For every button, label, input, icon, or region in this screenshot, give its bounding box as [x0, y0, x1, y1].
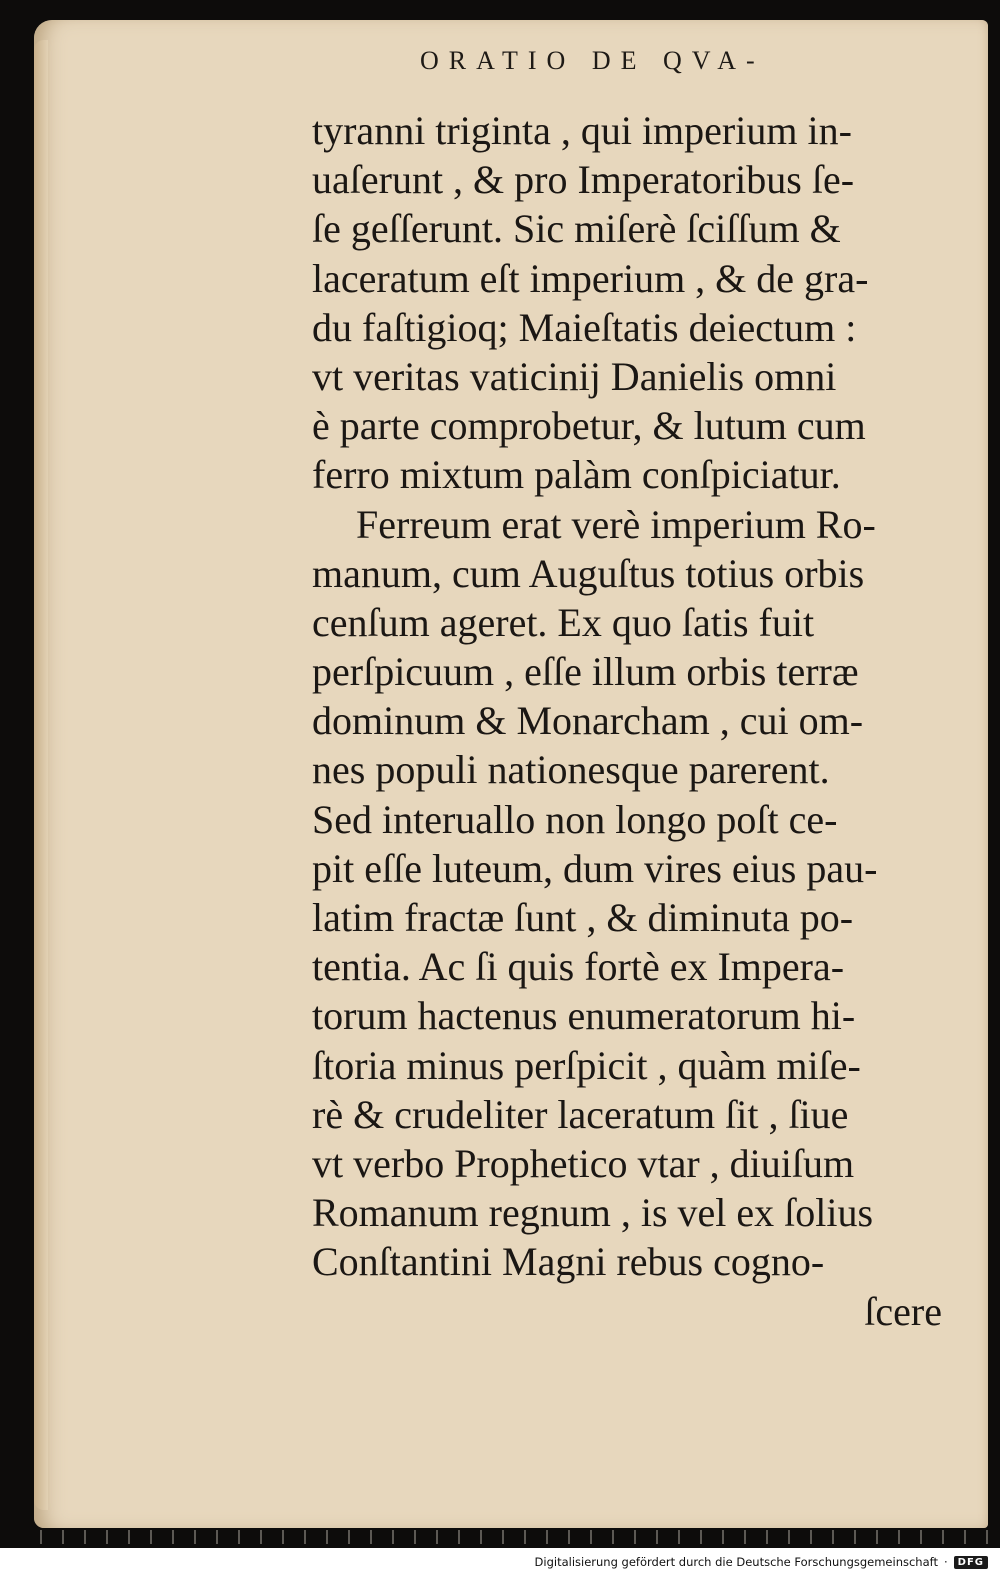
scan-edge-marks — [40, 1530, 990, 1544]
text-line: vt veritas vaticinij Danielis omni — [312, 353, 837, 399]
text-line: ſe geſſerunt. Sic miſerè ſciſſum & — [312, 206, 841, 252]
text-line: perſpicuum , eſſe illum orbis terræ — [312, 649, 859, 695]
text-line: latim fractæ ſunt , & diminuta po- — [312, 895, 854, 940]
text-line: manum, cum Auguſtus totius orbis — [312, 550, 865, 596]
footer-text: Digitalisierung gefördert durch die Deutsche Forschungsgemeinschaft — [534, 1555, 938, 1569]
text-line: è parte comprobetur, & lutum cum — [312, 403, 866, 449]
text-line: cenſum ageret. Ex quo ſatis fuit — [312, 599, 815, 645]
text-line: Sed interuallo non longo poſt ce- — [312, 796, 838, 842]
text-line: ſtoria minus perſpicit , quàm miſe- — [312, 1042, 861, 1088]
text-line: dominum & Monarcham , cui om- — [312, 698, 864, 744]
text-line: laceratum eſt imperium , & de gra- — [312, 255, 869, 301]
text-line: nes populi nationesque parerent. — [312, 747, 830, 793]
digitization-footer: Digitalisierung gefördert durch die Deutsche Forschungsgemeinschaft · DFG — [535, 1551, 988, 1573]
running-head: ORATIO DE QVA- — [420, 46, 765, 75]
text-line: Conſtantini Magni rebus cogno- — [312, 1239, 825, 1285]
dfg-logo-icon: DFG — [954, 1556, 988, 1569]
text-line: torum hactenus enumeratorum hi- — [312, 993, 856, 1039]
text-line: pit eſſe luteum, dum vires eius pau- — [312, 845, 878, 891]
text-block — [312, 106, 952, 1336]
page-edge — [34, 40, 48, 1510]
text-line: rè & crudeliter laceratum ſit , ſiue — [312, 1091, 849, 1137]
text-line: vt verbo Prophetico vtar , diuiſum — [312, 1140, 855, 1186]
text-line: du faſtigioq; Maieſtatis deiectum : — [312, 304, 857, 350]
text-line: ferro mixtum palàm conſpiciatur. — [312, 452, 841, 498]
text-line: Romanum regnum , is vel ex ſolius — [312, 1190, 874, 1236]
text-line: Ferreum erat verè imperium Ro- — [356, 501, 876, 547]
text-line: tyranni triginta , qui imperium in- — [312, 108, 852, 153]
text-line: tentia. Ac ſi quis fortè ex Impera- — [312, 944, 845, 990]
text-line: uaſerunt , & pro Imperatoribus ſe- — [312, 157, 855, 203]
catchword: ſcere — [864, 1288, 942, 1334]
